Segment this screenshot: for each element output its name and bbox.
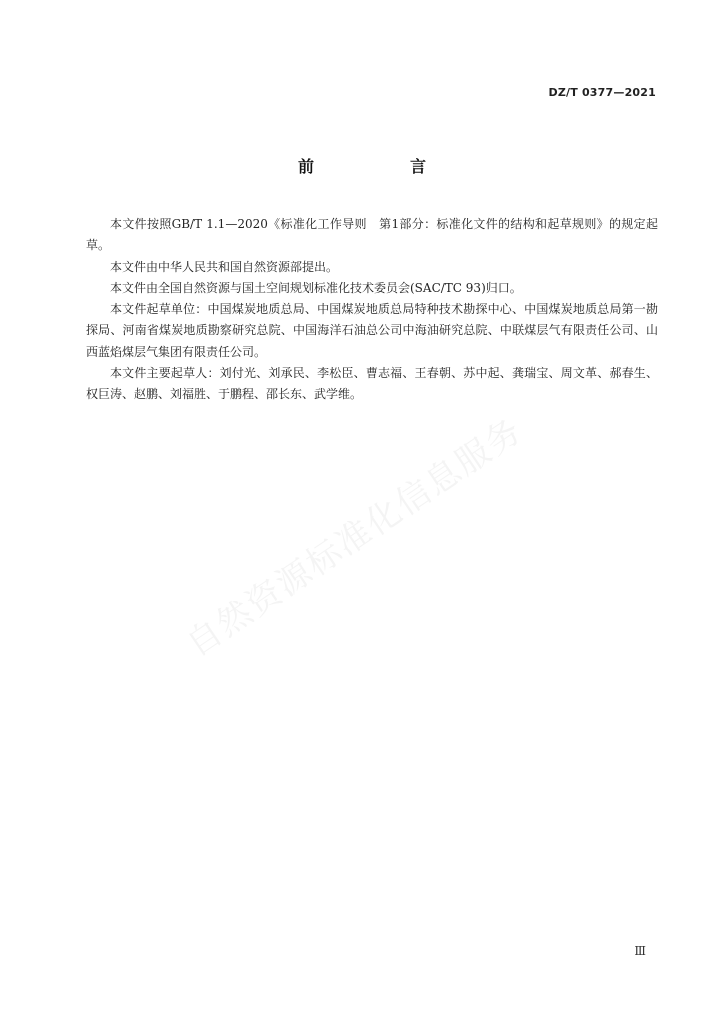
- paragraph-drafting-units: 本文件起草单位：中国煤炭地质总局、中国煤炭地质总局特种技术勘探中心、中国煤炭地质总局第一勘探局、河南省煤炭地质勘察研究总院、中国海洋石油总公司中海油研究总院、中联煤层气有限责任公司、山西蓝焰煤层气集团有限责任公司。: [86, 302, 658, 359]
- paragraph-committee: 本文件由全国自然资源与国土空间规划标准化技术委员会(SAC/TC 93)归口。: [110, 280, 522, 295]
- page-title: 前 言: [297, 157, 466, 176]
- watermark-text: 自然资源标准化信息服务: [179, 410, 531, 665]
- foreword-body: [86, 214, 658, 406]
- page-number: Ⅲ: [634, 944, 646, 958]
- paragraph-proposer: 本文件由中华人民共和国自然资源部提出。: [110, 259, 339, 274]
- paragraph-drafters: 本文件主要起草人：刘付光、刘承民、李松臣、曹志福、王春朝、苏中起、龚瑞宝、周文革、郝春生、权巨涛、赵鹏、刘福胜、于鹏程、邵长东、武学维。: [86, 366, 658, 402]
- standard-code: DZ/T 0377—2021: [548, 86, 656, 99]
- paragraph-drafting-rules: 本文件按照GB/T 1.1—2020《标准化工作导则 第1部分：标准化文件的结构和起草规则》的规定起草。: [86, 217, 658, 253]
